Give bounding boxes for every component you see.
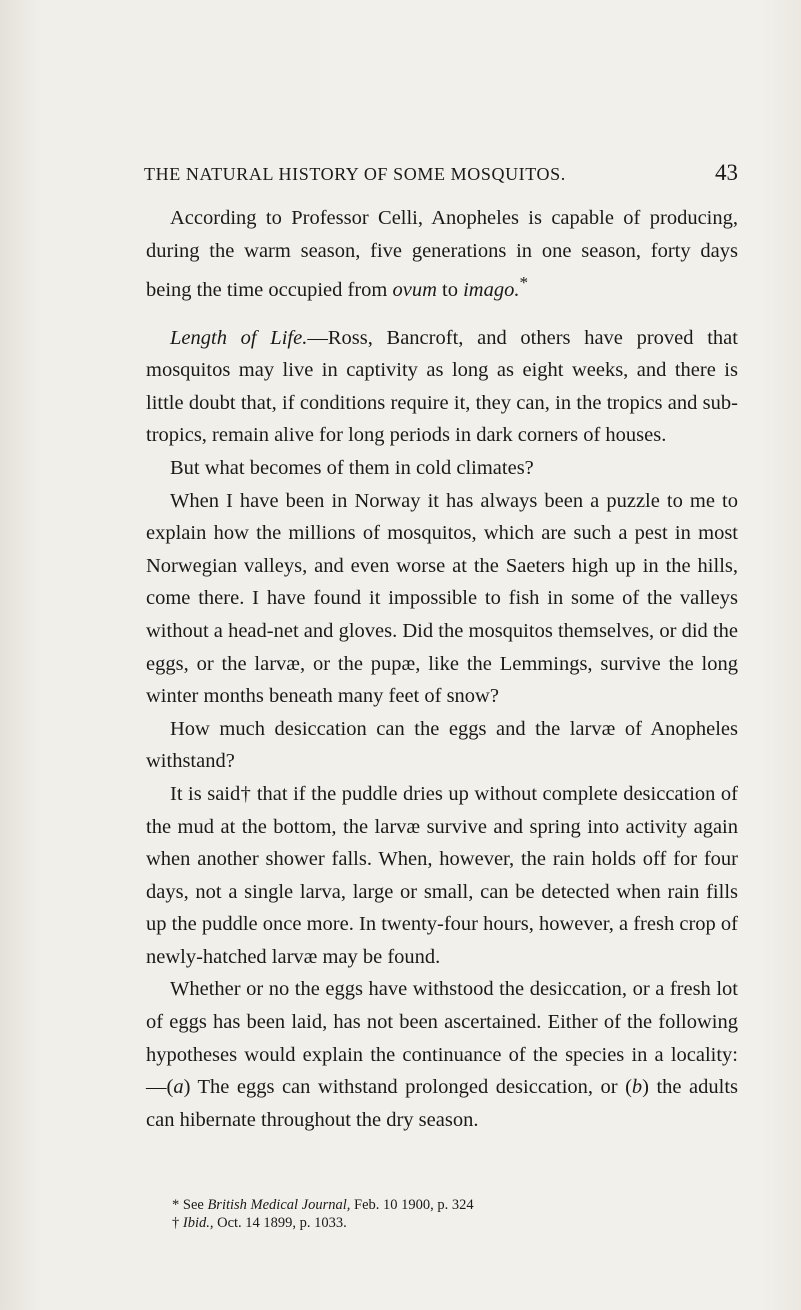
italic-term-imago: imago. bbox=[463, 279, 520, 302]
paragraph-text: that if the puddle dries up without complete desiccation of the mud at the bottom, the larvæ survive and spring into activity again when another shower falls. When, however, the rain holds off for four days, not a single larva, large or small, can be detected when rain fills up the puddle once more. In twenty-four hours, however, a fresh crop of newly-hatched larvæ may be found. bbox=[146, 782, 739, 968]
paragraph-text: ) The eggs can withstand prolonged desiccation, or ( bbox=[183, 1076, 632, 1099]
section-heading-length-of-life: Length of Life. bbox=[170, 326, 308, 349]
page-number: 43 bbox=[715, 160, 738, 185]
paragraph-puddle bbox=[146, 778, 738, 974]
paragraph-hypotheses bbox=[146, 973, 738, 1136]
footnotes bbox=[172, 1196, 732, 1232]
footnote-ref-dagger: † bbox=[240, 782, 252, 805]
paragraph-cold-climates: But what becomes of them in cold climates? bbox=[170, 456, 534, 479]
running-title: THE NATURAL HISTORY OF SOME MOSQUITOS. bbox=[144, 164, 566, 184]
page-header bbox=[144, 160, 738, 186]
footnote-ref-asterisk: * bbox=[519, 273, 529, 293]
italic-letter-a: a bbox=[173, 1076, 184, 1099]
italic-letter-b: b bbox=[631, 1076, 643, 1099]
footnote-2 bbox=[172, 1214, 732, 1232]
paragraph-text: to bbox=[436, 279, 464, 302]
paragraph-text: Whether or no the eggs have withstood the desiccation, or a fresh lot of eggs has been laid, has not been ascertained. Either of the following hypotheses would explain the continuance of the species in a locality:—( bbox=[146, 978, 738, 1099]
paragraph-text: According to Professor Celli, Anopheles is capable of producing, during the warm season, five generations in one season, forty days being the time occupied from bbox=[146, 207, 738, 302]
italic-term-ovum: ovum bbox=[392, 279, 437, 302]
paragraph-text: It is said bbox=[170, 782, 241, 805]
footnote-citation: Feb. 10 1900, p. 324 bbox=[350, 1197, 474, 1213]
footnote-journal-title: British Medical Journal, bbox=[207, 1197, 351, 1213]
footnote-marker: † bbox=[172, 1215, 183, 1231]
paragraph-length-of-life bbox=[146, 322, 738, 452]
footnote-ibid: Ibid., bbox=[182, 1215, 214, 1231]
footnote-marker: * See bbox=[172, 1197, 208, 1213]
paragraph-text: ) the adults can hibernate throughout the dry season. bbox=[146, 1076, 738, 1131]
paragraph-celli bbox=[146, 202, 738, 307]
footnote-citation: Oct. 14 1899, p. 1033. bbox=[213, 1215, 347, 1231]
body-text bbox=[146, 202, 738, 1136]
footnote-1 bbox=[172, 1196, 732, 1214]
paragraph-norway: When I have been in Norway it has always been a puzzle to me to explain how the millions of mosquitos, which are such a pest in most Norwegian valleys, and even worse at the Saeters high up in the hills, come there. I have found it impossible to fish in some of the valleys without a head-net and gloves. Did the mosquitos themselves, or did the eggs, or the larvæ, or the pupæ, like the Lemmings, survive the long winter months beneath many feet of snow? bbox=[146, 489, 738, 708]
paragraph-text: —Ross, Bancroft, and others have proved that mosquitos may live in captivity as long as eight weeks, and there is little doubt that, if conditions require it, they can, in the tropics and sub-tropics, remain alive for long periods in dark corners of houses. bbox=[146, 326, 738, 447]
paragraph-desiccation-question: How much desiccation can the eggs and the larvæ of Anopheles withstand? bbox=[146, 717, 738, 773]
